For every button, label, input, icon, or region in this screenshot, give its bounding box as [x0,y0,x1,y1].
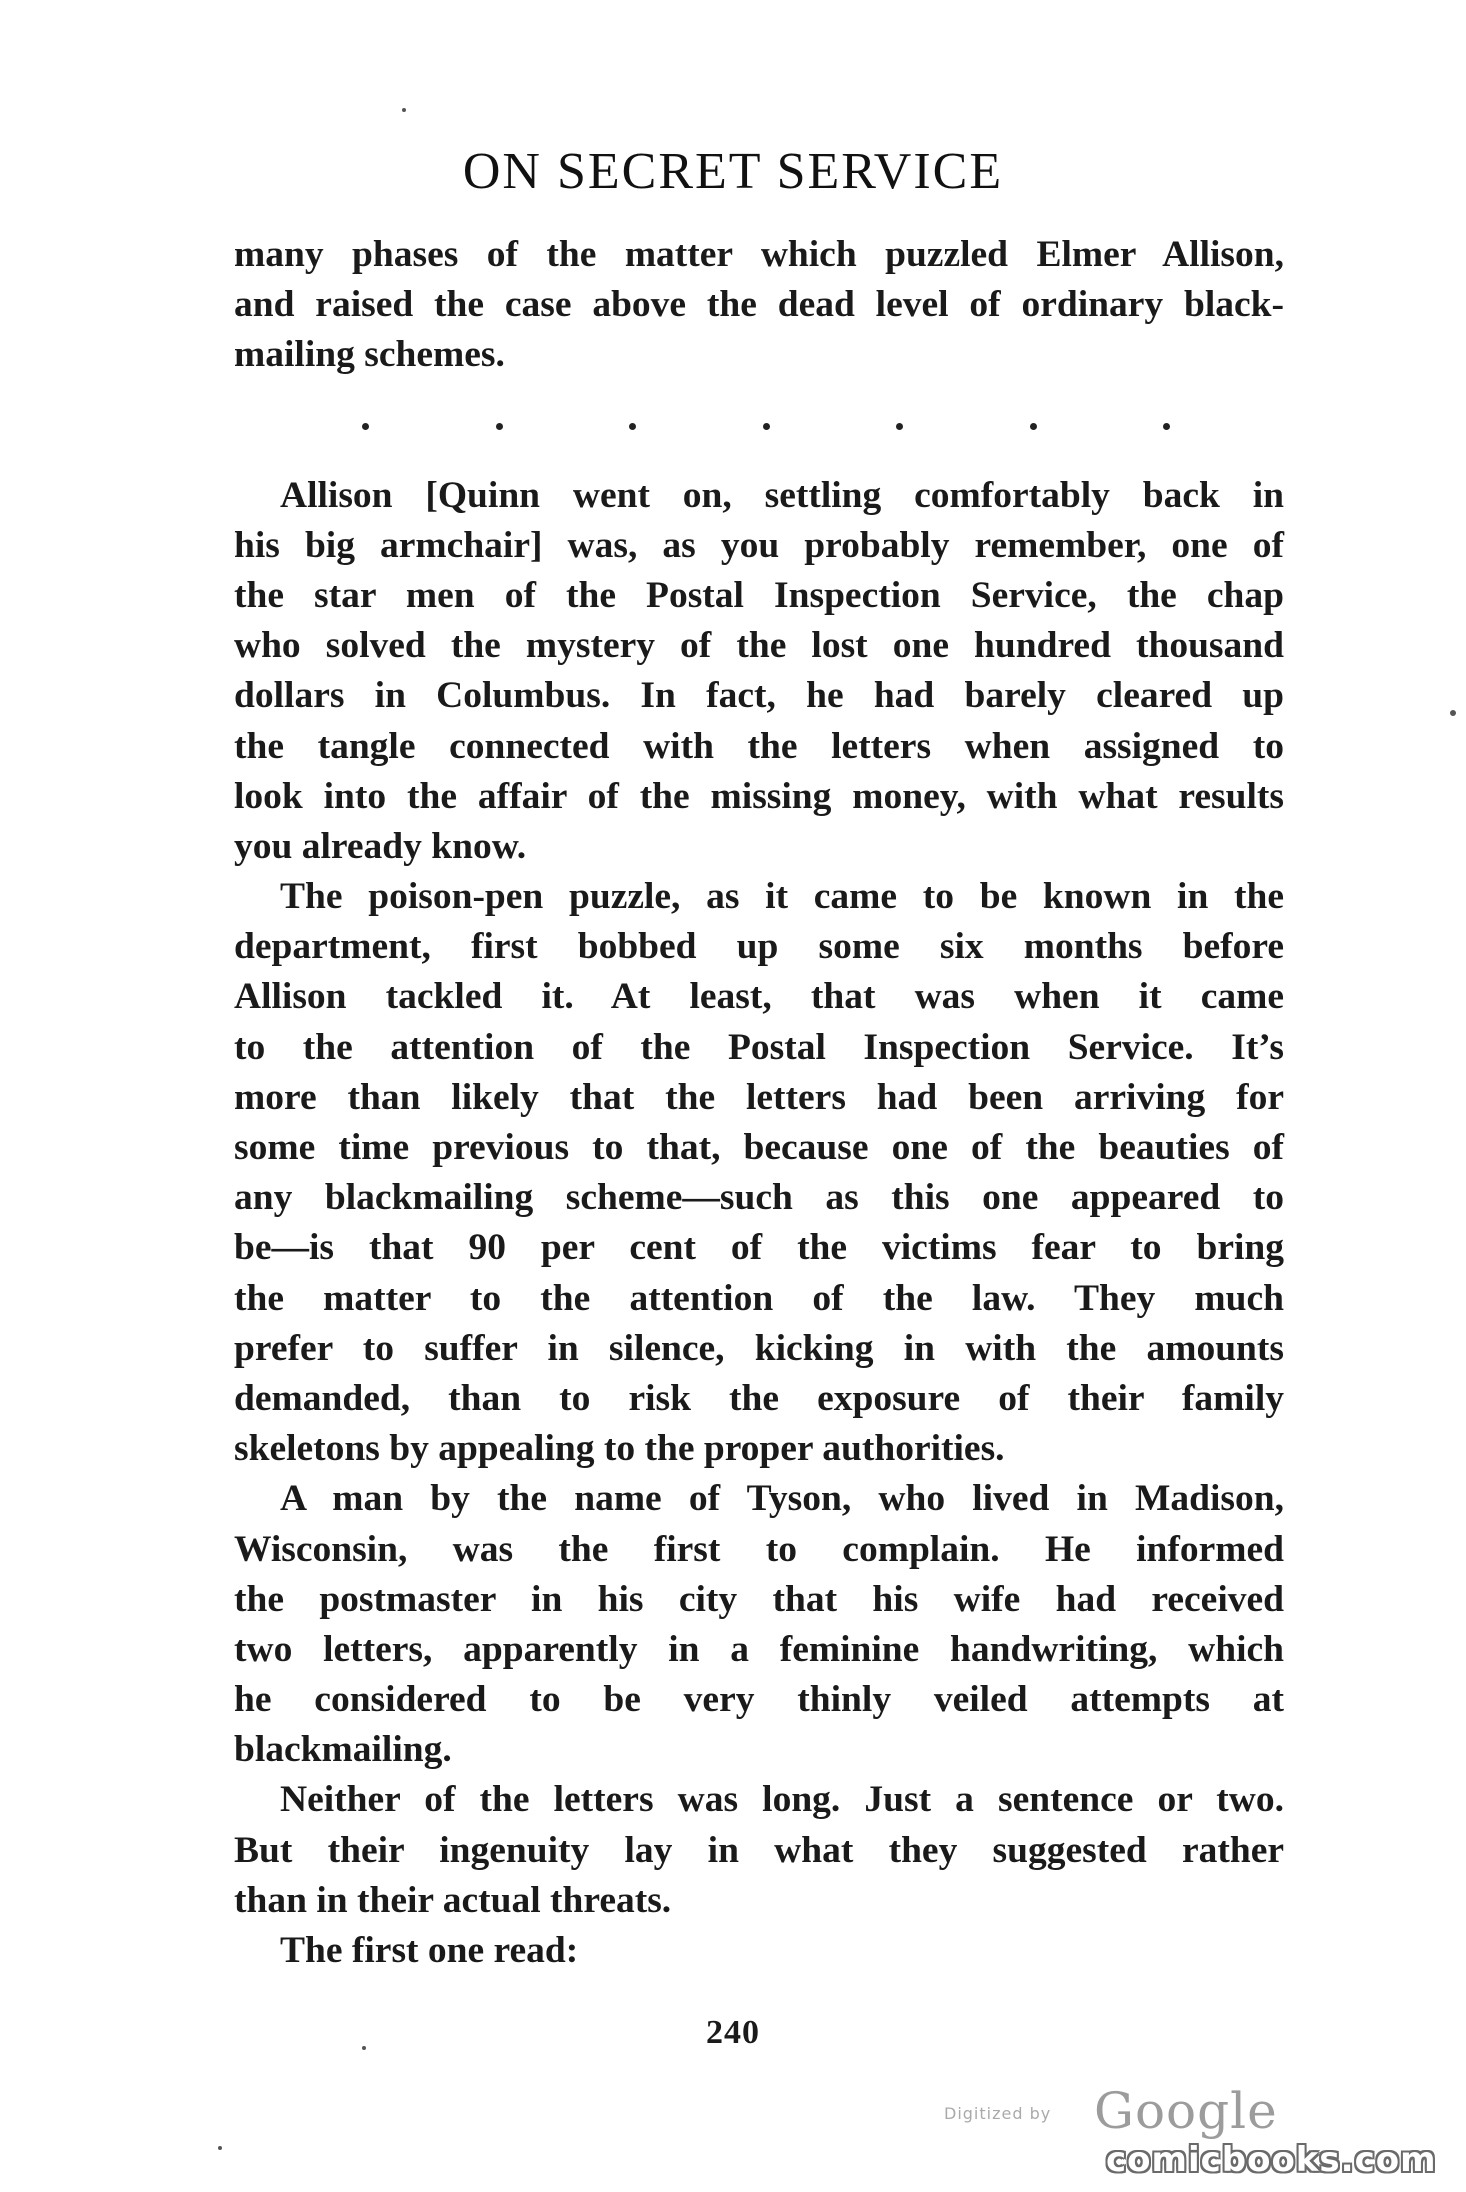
page-number: 240 [706,2014,760,2051]
text-line: some time previous to that, because one of the beauties of [234,1127,1284,1168]
text-line: dollars in Columbus. In fact, he had barely cleared up [234,675,1284,717]
text-line: The first one read: [280,1930,579,1971]
paragraph-2 [234,471,1284,873]
text-line: to the attention of the Postal Inspection Service. It’s [234,1026,1284,1068]
text-line: he considered to be very thinly veiled attempts at [234,1679,1284,1721]
scan-speck [1450,710,1456,716]
scan-speck [362,2046,366,2050]
scan-speck [218,2146,222,2150]
text-line: the star men of the Postal Inspection Service, the chap [234,574,1284,616]
text-line: you already know. [234,825,527,867]
text-line: and raised the case above the dead level of ordinary black- [234,284,1284,326]
text-line: Wisconsin, was the first to complain. He informed [234,1528,1284,1570]
section-break-dot [1030,423,1037,430]
section-break-dot [629,423,636,430]
page-body [234,230,1284,1976]
section-break-dot [1163,423,1170,430]
text-line: Allison tackled it. At least, that was when it came [234,976,1284,1018]
scan-speck [402,108,406,112]
text-line: look into the affair of the missing money, with what results [234,775,1284,817]
text-line: many phases of the matter which puzzled Elmer Allison, [234,234,1284,275]
text-line: department, first bobbed up some six months before [234,926,1284,968]
text-line: the matter to the attention of the law. They much [234,1277,1284,1319]
text-line: than in their actual threats. [234,1879,672,1921]
google-logo-text: Google [1094,2082,1278,2140]
digitized-by-label: Digitized by [944,2104,1052,2123]
running-title: ON SECRET SERVICE [462,143,1004,200]
text-line: mailing schemes. [234,334,505,376]
text-line: Neither of the letters was long. Just a sentence or two. [280,1779,1284,1821]
section-break-dot [496,423,503,430]
paragraph-6 [234,1926,1284,1976]
paragraph-5 [234,1775,1284,1926]
text-line: his big armchair] was, as you probably remember, one of [234,524,1284,566]
text-line: blackmailing. [234,1729,452,1771]
text-line: be—is that 90 per cent of the victims fear to bring [234,1227,1284,1269]
text-line: A man by the name of Tyson, who lived in Madison, [280,1478,1284,1520]
paragraph-1 [234,230,1284,381]
text-line: the tangle connected with the letters when assigned to [234,725,1284,767]
section-break-dot [896,423,903,430]
text-line: demanded, than to risk the exposure of their family [234,1377,1284,1419]
text-line: The poison-pen puzzle, as it came to be known in the [280,876,1284,918]
text-line: two letters, apparently in a feminine handwriting, which [234,1628,1284,1670]
text-line: prefer to suffer in silence, kicking in with the amounts [234,1327,1284,1369]
site-watermark: comicbooks.com [1106,2140,1437,2180]
paragraph-3 [234,872,1284,1474]
text-line: who solved the mystery of the lost one hundred thousand [234,625,1284,667]
paragraph-4 [234,1474,1284,1775]
digitized-by-google-stamp [944,2082,1278,2140]
text-line: Allison [Quinn went on, settling comfortably back in [280,474,1284,516]
text-line: skeletons by appealing to the proper authorities. [234,1428,1005,1470]
text-line: any blackmailing scheme—such as this one appeared to [234,1177,1284,1219]
text-line: more than likely that the letters had been arriving for [234,1076,1284,1118]
section-break-dot [763,423,770,430]
section-break-dot [362,423,369,430]
section-break [362,381,1170,459]
text-line: the postmaster in his city that his wife had received [234,1578,1284,1620]
text-line: But their ingenuity lay in what they suggested rather [234,1829,1284,1871]
